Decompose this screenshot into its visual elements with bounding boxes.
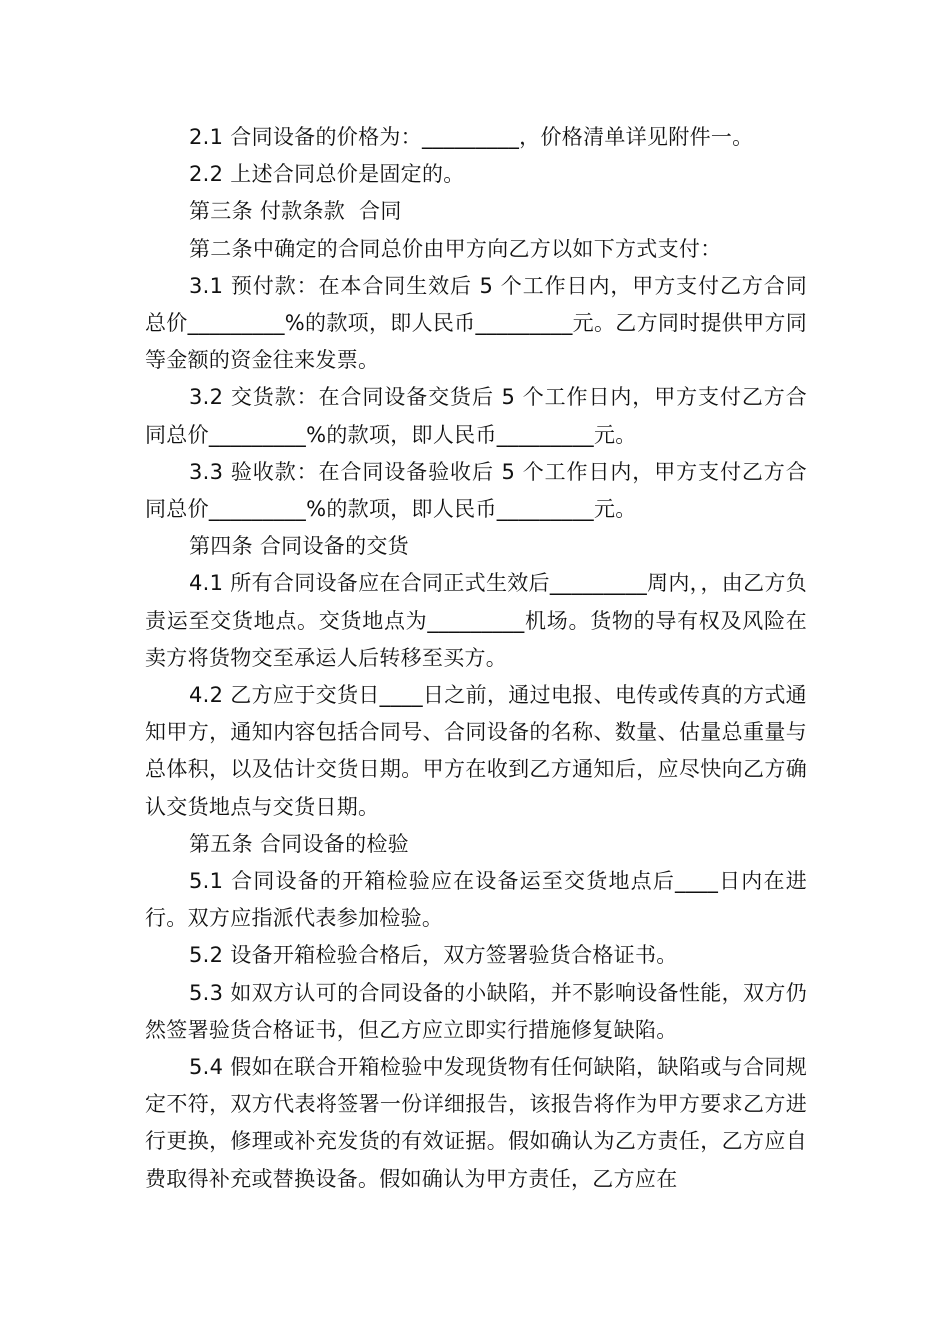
clause-3-3: 3.3 验收款：在合同设备验收后 5 个工作日内，甲方支付乙方合同总价_________%的款项，即人民币_________元。 [145,459,807,522]
clause-4-1: 4.1 所有合同设备应在合同正式生效后_________周内，，由乙方负责运至交货地点。交货地点为_________机场。货物的导有权及风险在卖方将货物交至承运人后转移至买方。 [145,571,807,670]
clause-4-2: 4.2 乙方应于交货日____日之前，通过电报、电传或传真的方式通知甲方，通知内容包括合同号、合同设备的名称、数量、估量总重量与总体积，以及估计交货日期。甲方在收到乙方通知后，应尽快向乙方确认交货地点与交货日期。 [145,683,807,819]
contract-body [145,119,807,1198]
clause-5-3: 5.3 如双方认可的合同设备的小缺陷，并不影响设备性能，双方仍然签署验货合格证书，但乙方应立即实行措施修复缺陷。 [145,980,807,1042]
article-3-intro: 第二条中确定的合同总价由甲方向乙方以如下方式支付： [189,236,722,261]
clause-3-1: 3.1 预付款：在本合同生效后 5 个工作日内，甲方支付乙方合同总价_________%的款项，即人民币_________元。乙方同时提供甲方同等金额的资金往来发票。 [145,273,807,373]
article-5-heading: 第五条 合同设备的检验 [189,831,409,856]
clause-5-4: 5.4 假如在联合开箱检验中发现货物有任何缺陷，缺陷或与合同规定不符，双方代表将签署一份详细报告，该报告将作为甲方要求乙方进行更换，修理或补充发货的有效证据。假如确认为乙方责任，乙方应自费取得补充或替换设备。假如确认为甲方责任，乙方应在 [145,1055,807,1191]
clause-5-2: 5.2 设备开箱检验合格后，双方签署验货合格证书。 [189,943,678,968]
clause-3-2: 3.2 交货款：在合同设备交货后 5 个工作日内，甲方支付乙方合同总价_________%的款项，即人民币_________元。 [145,385,807,447]
article-4-heading: 第四条 合同设备的交货 [189,534,409,559]
clause-2-1: 2.1 合同设备的价格为：_________，价格清单详见附件一。 [189,125,754,149]
clause-5-1: 5.1 合同设备的开箱检验应在设备运至交货地点后____日内在进行。双方应指派代表参加检验。 [145,869,807,931]
article-3-heading: 第三条 付款条款 合同 [189,199,402,224]
clause-2-2: 2.2 上述合同总价是固定的。 [189,162,465,187]
